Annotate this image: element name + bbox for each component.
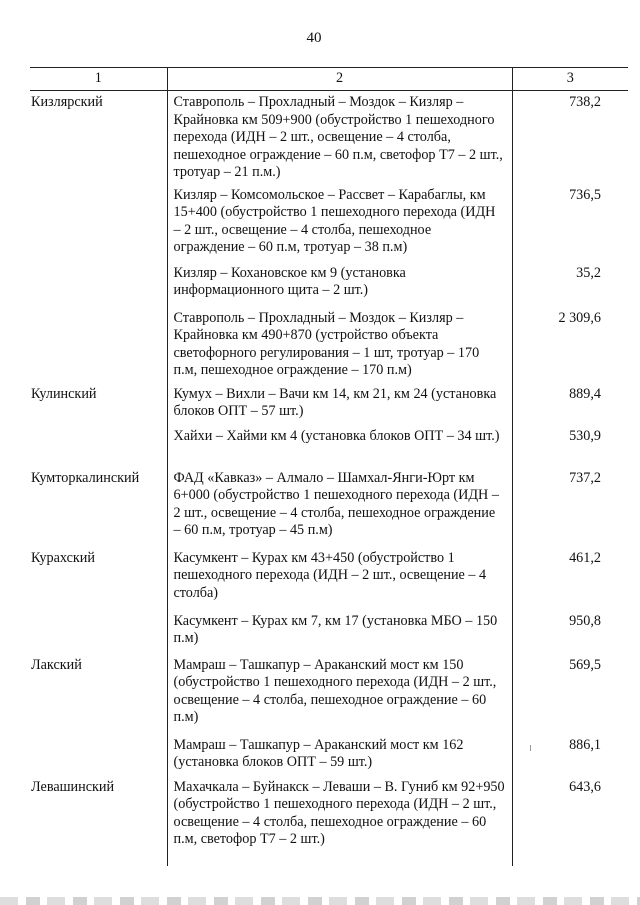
value-cell: 643,6 [512,776,628,866]
table-row [30,91,628,184]
district-cell: Кизлярский [31,94,103,110]
value-cell: 35,2 [512,262,628,307]
column-header-3: 3 [512,68,628,91]
district-cell [30,734,167,776]
description-cell: Хайхи – Хайми км 4 (установка блоков ОПТ – 34 шт.) [167,425,512,467]
description-cell: ФАД «Кавказ» – Алмало – Шамхал-Янги-Юрт км 6+000 (обустройство 1 пешеходного перехода (ИДН – 2 шт., освещение – 4 столба, пешеходное ограждение – 60 п.м, тротуар – 45 п.м) [167,467,512,547]
description-cell: Мамраш – Ташкапур – Араканский мост км 162 (установка блоков ОПТ – 59 шт.) [167,734,512,776]
value-cell: 736,5 [512,184,628,262]
value-cell: 2 309,6 [512,307,628,383]
table-row [30,734,628,776]
district-cell [30,184,167,262]
table-row [30,610,628,654]
value-cell: 886,1 [512,734,628,776]
value-cell: 950,8 [512,610,628,654]
description-cell: Кизляр – Кохановское км 9 (установка информационного щита – 2 шт.) [167,262,512,307]
value-cell: 530,9 [512,425,628,467]
description-cell: Касумкент – Курах км 43+450 (обустройство 1 пешеходного перехода (ИДН – 2 шт., освещение – 4 столба) [167,547,512,610]
table-row [30,654,628,734]
value-cell: 889,4 [512,383,628,425]
district-cell [30,262,167,307]
district-cell [30,307,167,383]
table-row [30,425,628,467]
column-header-2: 2 [167,68,512,91]
table-row [30,467,628,547]
table-row [30,776,628,866]
district-cell: Курахский [31,549,95,566]
table-row [30,383,628,425]
district-cell: Левашинский [31,778,115,795]
district-cell: Кулинский [31,385,97,402]
allocation-table [30,67,628,866]
table-row [30,184,628,262]
page-number: 40 [306,30,322,46]
table-row [30,262,628,307]
table-header-row [30,68,628,91]
value-cell: 461,2 [512,547,628,610]
description-cell: Махачкала – Буйнакск – Леваши – В. Гуниб км 92+950 (обустройство 1 пешеходного перехода (ИДН – 2 шт., освещение – 4 столба, пешеходное ограждение – 60 п.м, светофор Т7 – 2 шт.) [167,776,512,866]
table-row [30,307,628,383]
column-header-1: 1 [30,68,167,91]
description-cell: Ставрополь – Прохладный – Моздок – Кизляр – Крайновка км 490+870 (устройство объекта светофорного регулирования – 1 шт, тротуар – 170 п.м, пешеходное ограждение – 170 п.м) [167,307,512,383]
description-cell: Кумух – Вихли – Вачи км 14, км 21, км 24 (установка блоков ОПТ – 57 шт.) [167,383,512,425]
value-cell: 738,2 [512,91,628,184]
district-cell: Лакский [31,656,82,673]
description-cell: Мамраш – Ташкапур – Араканский мост км 150 (обустройство 1 пешеходного перехода (ИДН – 2 шт., освещение – 4 столба, пешеходное ограждение – 60 п.м) [167,654,512,734]
description-cell: Ставрополь – Прохладный – Моздок – Кизляр – Крайновка км 509+900 (обустройство 1 пешеходного перехода (ИДН – 2 шт., освещение – 4 столба, пешеходное ограждение – 60 п.м, светофор Т7 – 2 шт., тротуар – 21 п.м.) [167,91,512,184]
scan-artifact-line [0,897,640,905]
district-cell [30,610,167,654]
table-row [30,547,628,610]
district-cell: Кумторкалинский [31,469,140,486]
value-cell: 569,5 [512,654,628,734]
scan-mark [530,745,531,751]
value-cell: 737,2 [512,467,628,547]
description-cell: Кизляр – Комсомольское – Рассвет – Карабаглы, км 15+400 (обустройство 1 пешеходного перехода (ИДН – 2 шт., освещение – 4 столба, пешеходное ограждение – 60 п.м, тротуар – 38 п.м) [167,184,512,262]
description-cell: Касумкент – Курах км 7, км 17 (установка МБО – 150 п.м) [167,610,512,654]
district-cell [30,425,167,467]
